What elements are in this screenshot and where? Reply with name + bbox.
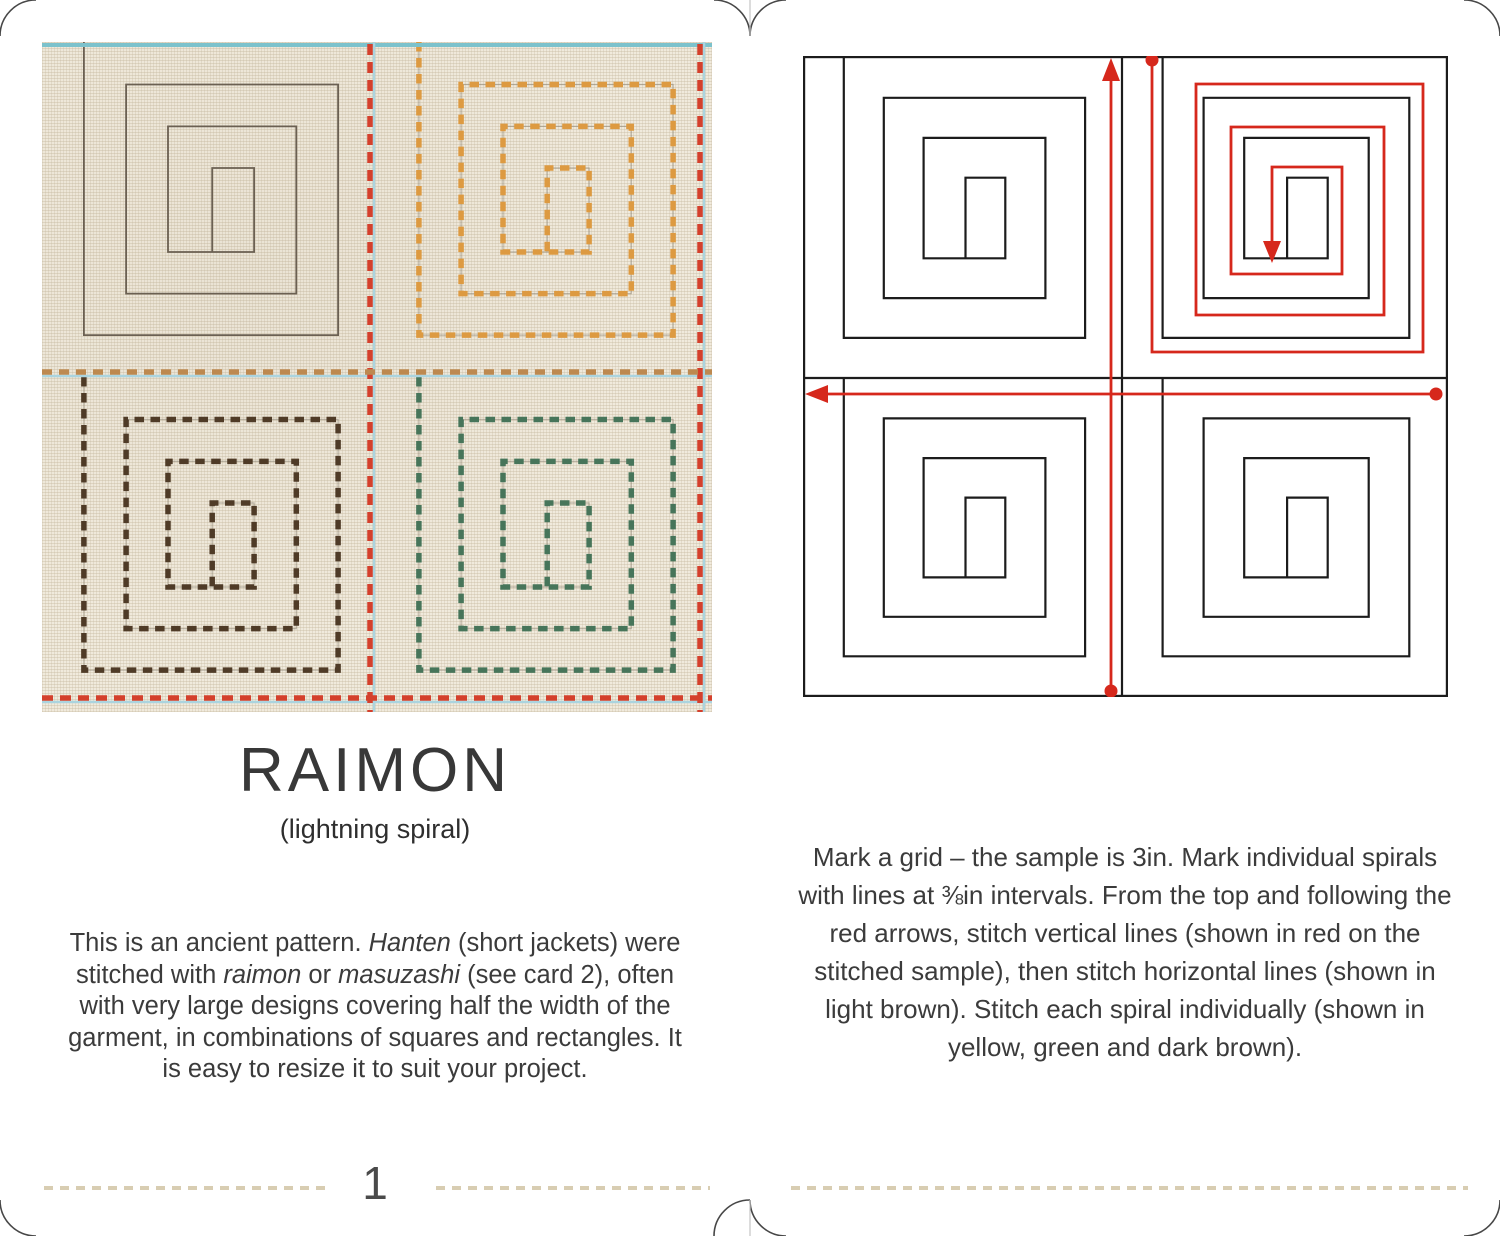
pattern-title: RAIMON <box>239 736 511 805</box>
page-number: 1 <box>362 1157 388 1209</box>
corner-arc <box>0 0 36 36</box>
corner-arc <box>1464 0 1500 36</box>
corner-arc <box>0 1200 36 1236</box>
corner-arc <box>750 0 786 36</box>
corner-arc <box>750 1200 786 1236</box>
pattern-description: This is an ancient pattern. Hanten (short jackets) were stitched with raimon or masuzashi (see card 2), often with very large designs covering half the width of the garment, in combinations of squares and rectangles. It is easy to resize it to suit your project. <box>68 929 682 1083</box>
stitch-instructions: Mark a grid – the sample is 3in. Mark individual spirals with lines at ⅜in intervals. From the top and following the red arrows, stitch vertical lines (shown in red on the stitched sample), then stitch horizontal lines (shown in light brown). Stitch each spiral individually (shown in yellow, green and dark brown). <box>798 842 1452 1062</box>
corner-arc <box>1464 1200 1500 1236</box>
pattern-subtitle: (lightning spiral) <box>279 814 471 844</box>
corner-arc <box>714 1200 750 1236</box>
corner-arc <box>714 0 750 36</box>
